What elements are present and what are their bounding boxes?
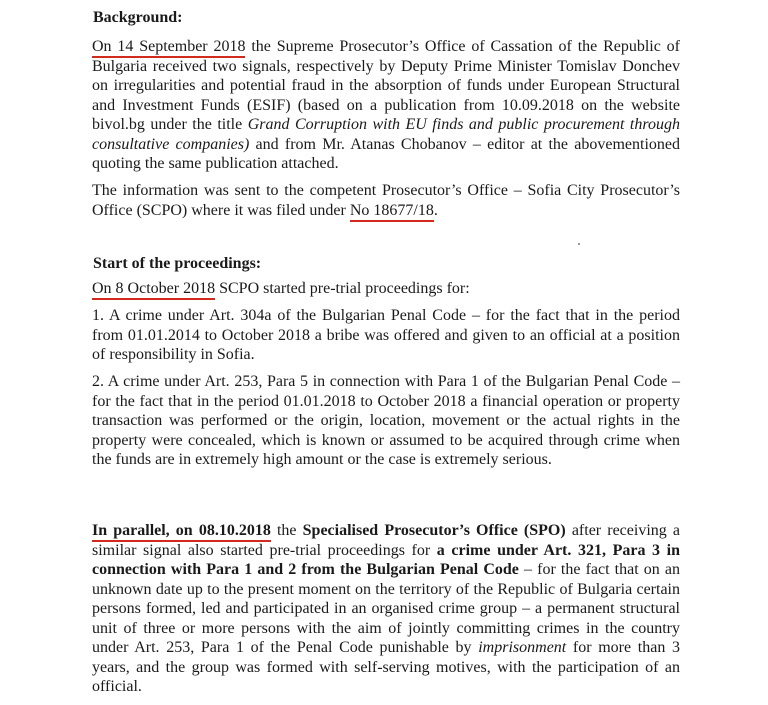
crime-item-2: 2. A crime under Art. 253, Para 5 in connection with Para 1 of the Bulgarian Penal Code – for the fact that in the period 01.01.2018 to October 2018 a financial operation or property transaction was performed or the origin, location, movement or the actual rights in the property were concealed, which is known or assumed to be acquired through crime when the funds are in extremely high amount or the case is extremely serious. [92, 373, 680, 468]
imprisonment-word: imprisonment [478, 639, 567, 656]
background-p1-text-1: the Supreme Prosecutor’s Office of Cassation of the Republic of Bulgaria received two signals, respectively by Deputy Prime Minister Tomislav Donchev on irregularities and potential fraud in the absorption of funds under European Structural and Investment Funds (ESIF) (based on a publication from 10.09.2018 on the website bivol.bg under the title [92, 38, 681, 133]
parallel-date-highlight: In parallel, on 08.10.2018 [92, 522, 271, 542]
parallel-text-1: the [270, 522, 303, 539]
publication-title: Grand Corruption with EU finds and public procurement through consultative companies) [92, 116, 680, 153]
parallel-text-3: – for the fact that on an unknown date up to the present moment on the territory of the Republic of Bulgaria certain persons formed, led and participated in an organised crime group – a permanent structural unit of three or more persons with the aim of jointly committing crimes in the country under Art. 253, Para 1 of the Penal Code punishable by [92, 561, 680, 656]
start-paragraph [92, 279, 680, 299]
received-date-highlight: On 14 September 2018 [92, 38, 245, 58]
start-heading: Start of the proceedings: [93, 255, 262, 272]
crime-item-1: 1. A crime under Art. 304a of the Bulgarian Penal Code – for the fact that in the period from 01.01.2014 to October 2018 a bribe was offered and given to an official at a position of responsibility in Sofia. [92, 307, 680, 363]
background-p2-text-1: The information was sent to the competent Prosecutor’s Office – Sofia City Prosecutor’s Office (SCPO) where it was filed under [92, 182, 680, 219]
spo-name: Specialised Prosecutor’s Office (SPO) [302, 522, 566, 539]
background-paragraph-2 [92, 181, 680, 220]
parallel-paragraph [92, 521, 680, 697]
parallel-text-2: after receiving a similar signal also started pre-trial proceedings for [92, 522, 681, 559]
start-date-highlight: On 8 October 2018 [92, 280, 215, 300]
background-p2-text-2: . [433, 201, 438, 219]
background-heading: Background: [93, 9, 183, 26]
scan-speck [578, 243, 580, 245]
file-number-highlight: No 18677/18 [350, 202, 434, 222]
background-p1-text-2: and from Mr. Atanas Chobanov – editor at the abovementioned quoting the same publication attached. [92, 135, 680, 172]
start-p1-text: SCPO started pre-trial proceedings for: [215, 280, 470, 297]
crime-article-321: a crime under Art. 321, Para 3 in connection with Para 1 and 2 from the Bulgarian Penal Code [92, 541, 680, 578]
background-paragraph-1 [92, 37, 680, 174]
parallel-text-4: for more than 3 years, and the group was formed with self-serving motives, with the participation of an official. [92, 639, 681, 695]
